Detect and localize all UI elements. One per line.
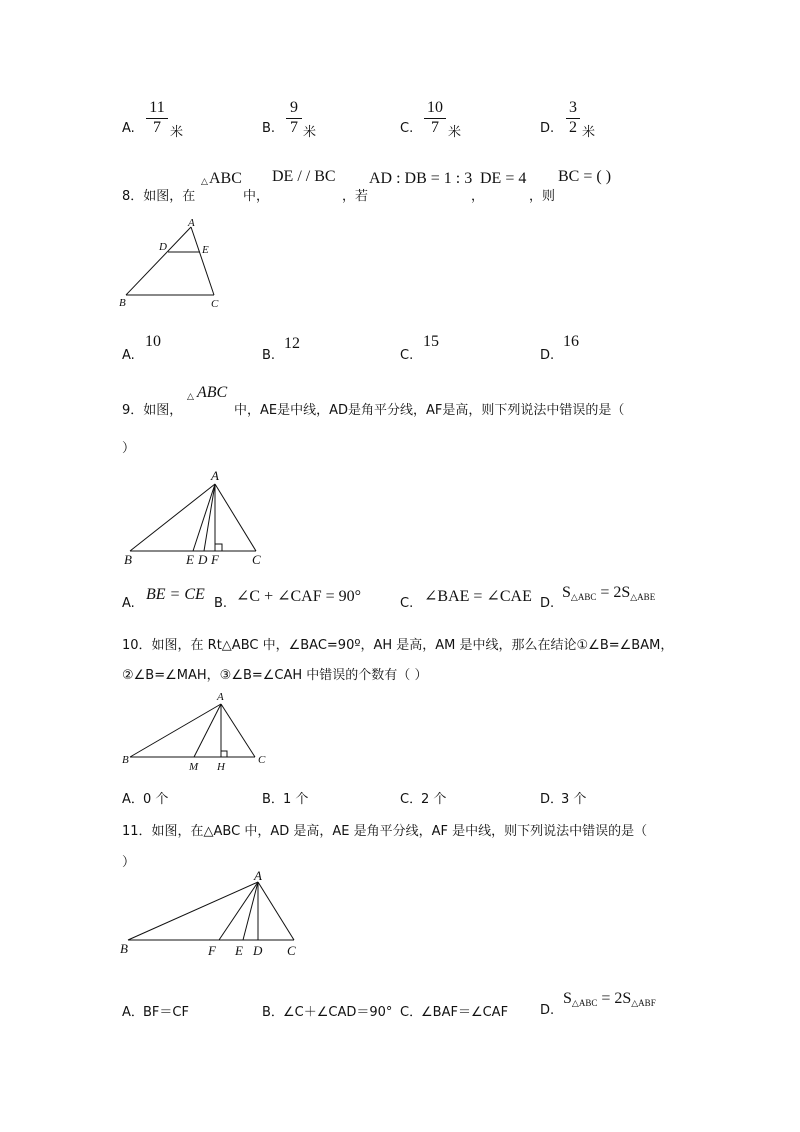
q8-option-b-value: 12 (284, 335, 300, 352)
q11-label-f: F (208, 943, 216, 958)
q8-ze: ，则 (529, 189, 556, 204)
q9-option-c-letter: C. (400, 596, 414, 611)
q7-option-b-denominator: 7 (290, 119, 298, 136)
q8-label-d: D (159, 241, 167, 253)
q7-option-d-numerator: 3 (569, 99, 577, 116)
q10-option-d-letter: D． (540, 792, 564, 807)
q9-option-a-value: BE = CE (146, 586, 205, 603)
q7-option-c-letter: C. (400, 121, 414, 136)
q7-option-d-unit: 米 (582, 125, 596, 140)
q10-option-b-letter: B． (262, 792, 284, 807)
q11-option-d-s1: S (563, 990, 572, 1007)
q7-option-c-denominator: 7 (431, 119, 439, 136)
q7-option-b-numerator: 9 (290, 99, 298, 116)
q10-option-d-value: 3 个 (561, 792, 587, 807)
q9-label-d: D (198, 552, 208, 567)
q8-figure (110, 215, 230, 315)
q8-condition-de: DE = 4 (480, 170, 527, 187)
q8-label-c: C (211, 298, 219, 310)
q7-option-a-fraction (146, 99, 168, 137)
q11-label-b: B (120, 941, 128, 956)
q9-label-b: B (124, 552, 132, 567)
q9-option-d-letter: D. (540, 596, 555, 611)
q9-option-d-sub1: △ABC (570, 592, 597, 602)
q10-label-m: M (189, 761, 199, 773)
q11-option-b-letter: B． (262, 1005, 284, 1020)
q9-label-a: A (211, 468, 219, 483)
q11-option-c-value: ∠BAF＝∠CAF (421, 1005, 509, 1020)
q8-option-c-value: 15 (423, 333, 439, 350)
q8-label-a: A (188, 217, 195, 229)
q7-option-d-letter: D. (540, 121, 555, 136)
q10-line2: ②∠B=∠MAH，③∠B=∠CAH 中错误的个数有（ ） (122, 668, 428, 683)
q9-option-a-letter: A. (122, 596, 135, 611)
q9-prefix: 9．如图， (122, 403, 183, 418)
q11-label-d: D (253, 943, 263, 958)
q8-zhong: 中， (243, 189, 270, 204)
q9-option-d-s1: S (562, 584, 571, 601)
q8-condition-ratio: AD : DB = 1 : 3 (369, 170, 473, 187)
q9-option-d-value (562, 584, 655, 603)
q8-triangle-symbol: △ (201, 177, 208, 187)
q8-option-a-value: 10 (145, 333, 161, 350)
q10-label-h: H (217, 761, 225, 773)
q7-option-a-unit: 米 (170, 125, 184, 140)
q8-option-d-letter: D. (540, 348, 555, 363)
q11-option-d-sub1: △ABC (571, 998, 598, 1008)
q11-option-a-letter: A． (122, 1005, 144, 1020)
q11-option-b-value: ∠C＋∠CAD＝90° (283, 1005, 393, 1020)
q11-option-a-value: BF＝CF (143, 1005, 189, 1020)
q9-rest: 中，AE是中线，AD是角平分线，AF是高，则下列说法中错误的是（ (234, 403, 625, 418)
q10-label-b: B (122, 754, 129, 766)
q11-close: ） (122, 855, 136, 870)
q10-right-angle-mark (221, 751, 227, 757)
q9-right-angle-mark (215, 544, 222, 551)
q8-question: BC = ( ) (558, 168, 612, 185)
q8-condition-parallel: DE / / BC (272, 168, 336, 185)
q11-option-c-letter: C． (400, 1005, 423, 1020)
q11-label-a: A (254, 868, 262, 883)
q8-label-b: B (119, 297, 126, 309)
q11-label-e: E (235, 943, 243, 958)
q10-side-ac (221, 704, 255, 757)
q9-label-e: E (186, 552, 194, 567)
q9-triangle-symbol: △ (187, 392, 194, 402)
q11-option-d-letter: D. (540, 1003, 555, 1018)
q9-bisector-ad (204, 484, 215, 551)
q9-label-f: F (211, 552, 219, 567)
q9-side-ac (215, 484, 256, 551)
q9-option-c-value: ∠BAE = ∠CAE (424, 588, 532, 605)
q9-median-ae (193, 484, 215, 551)
q9-option-d-sub2: △ABE (630, 592, 656, 602)
q7-option-c-numerator: 10 (427, 99, 443, 116)
q9-option-d-mid: = 2S (596, 584, 631, 601)
q10-line1: 10．如图，在 Rt△ABC 中，∠BAC=90º，AH 是高，AM 是中线，那么在结论①∠B=∠BAM， (122, 638, 674, 653)
q11-option-d-mid: = 2S (597, 990, 632, 1007)
q11-bisector-ae (243, 882, 258, 940)
q9-label-c: C (252, 552, 261, 567)
q10-option-b-value: 1 个 (283, 792, 309, 807)
q7-option-b-fraction (286, 99, 302, 137)
q10-label-a: A (217, 691, 224, 703)
q7-option-d-denominator: 2 (569, 119, 577, 136)
q9-option-b-value: ∠C + ∠CAF = 90° (236, 588, 362, 605)
q9-abc: ABC (197, 384, 228, 401)
q9-close: ） (122, 441, 136, 456)
q11-option-d-value (563, 990, 656, 1009)
q7-option-c-unit: 米 (448, 125, 462, 140)
q7-option-d-fraction (566, 99, 580, 137)
q8-option-d-value: 16 (563, 333, 579, 350)
q10-label-c: C (258, 754, 266, 766)
q11-option-d-sub2: △ABF (631, 998, 656, 1008)
q10-option-c-value: 2 个 (421, 792, 447, 807)
q7-option-c-fraction (424, 99, 446, 137)
q10-figure (115, 688, 275, 773)
q8-option-b-letter: B. (262, 348, 276, 363)
q10-option-a-letter: A． (122, 792, 144, 807)
q9-side-ab (130, 484, 215, 551)
q8-label-e: E (202, 244, 209, 256)
q8-abc: ABC (209, 170, 242, 187)
q11-label-c: C (287, 943, 296, 958)
q11-side-ac (258, 882, 294, 940)
q7-option-b-unit: 米 (303, 125, 317, 140)
q11-figure (112, 868, 307, 963)
q9-figure (118, 465, 278, 570)
q8-option-a-letter: A. (122, 348, 135, 363)
q7-option-a-denominator: 7 (153, 119, 161, 136)
q7-option-a-numerator: 11 (149, 99, 165, 116)
q7-option-a-letter: A. (122, 121, 135, 136)
q10-option-c-letter: C． (400, 792, 423, 807)
q7-option-b-letter: B. (262, 121, 276, 136)
q10-option-a-value: 0 个 (143, 792, 169, 807)
q8-option-c-letter: C. (400, 348, 414, 363)
q8-prefix: 8．如图，在 (122, 189, 196, 204)
q8-comma: ， (471, 189, 485, 204)
q8-side-ac (191, 227, 214, 295)
q8-ruo: ，若 (342, 189, 369, 204)
q8-side-ab (126, 227, 191, 295)
q9-option-b-letter: B. (214, 596, 228, 611)
q11-line1: 11．如图，在△ABC 中，AD 是高，AE 是角平分线，AF 是中线，则下列说法中错误的是（ (122, 824, 648, 839)
